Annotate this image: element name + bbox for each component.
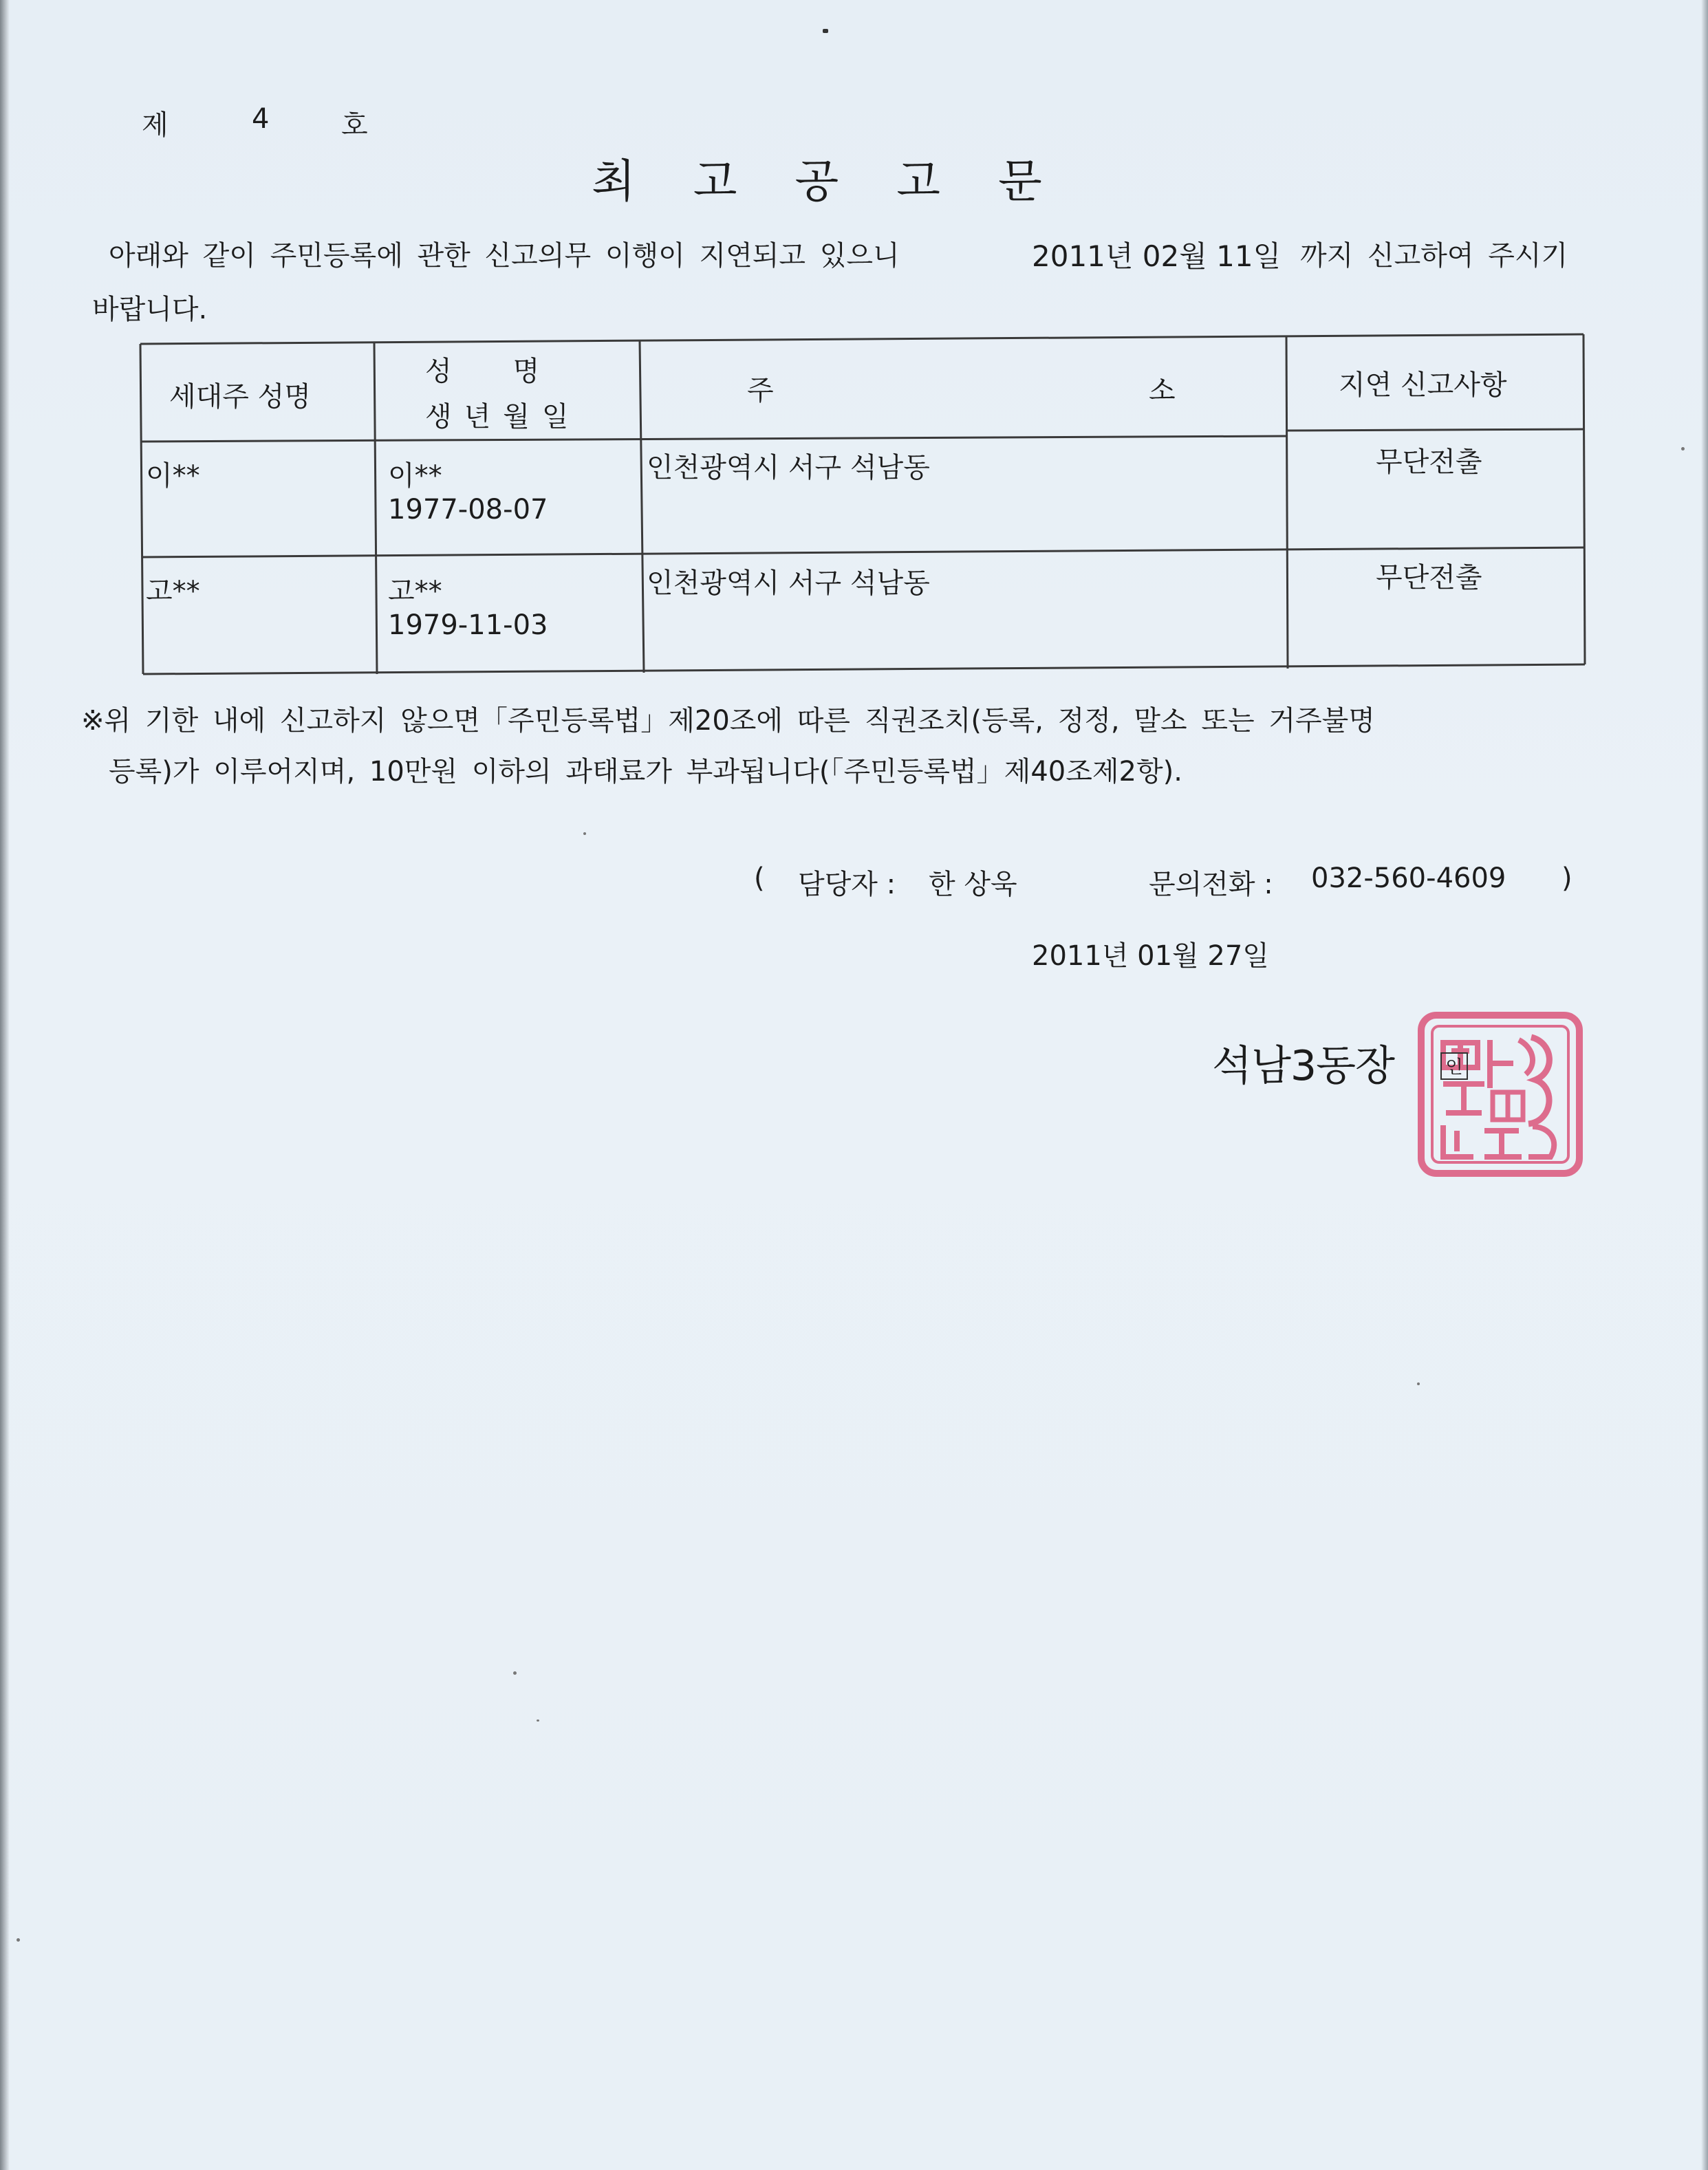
legal-notice-continued: 등록)가 이루어지며, 10만원 이하의 과태료가 부과됩니다(「주민등록법」제40조제2항).	[109, 756, 1182, 788]
header-address-right: 소	[1149, 375, 1176, 406]
row2-address: 인천광역시 서구 석남동	[647, 567, 930, 599]
row2-name: 고**	[388, 576, 442, 607]
intro-text-continued: 바랍니다.	[92, 294, 208, 325]
row1-address: 인천광역시 서구 석남동	[647, 452, 930, 484]
document-number-prefix: 제	[142, 109, 169, 141]
row2-birth: 1979-11-03	[388, 609, 548, 641]
official-seal-stamp	[1416, 1010, 1585, 1179]
header-address-left: 주	[747, 375, 774, 406]
scan-speck	[513, 1671, 517, 1675]
row2-householder: 고**	[146, 576, 200, 607]
contact-person-label: 담당자 :	[798, 869, 896, 900]
scan-speck	[17, 1938, 20, 1942]
deadline-date: 2011년 02월 11일	[1032, 239, 1282, 273]
scan-speck	[1681, 447, 1685, 451]
header-birth: 생년월일	[425, 401, 581, 433]
row1-delayed: 무단전출	[1376, 446, 1482, 478]
header-householder: 세대주 성명	[169, 381, 311, 413]
contact-close-paren: )	[1561, 862, 1572, 894]
scan-speck	[583, 832, 586, 835]
contact-phone: 032-560-4609	[1311, 862, 1506, 894]
scan-speck	[537, 1719, 539, 1722]
intro-text: 아래와 같이 주민등록에 관한 신고의무 이행이 지연되고 있으니	[109, 240, 900, 272]
legal-notice: ※위 기한 내에 신고하지 않으면「주민등록법」제20조에 따른 직권조치(등록, 정정, 말소 또는 거주불명	[81, 705, 1375, 737]
document-title: 최고공고문	[592, 155, 1100, 208]
contact-phone-label: 문의전화 :	[1149, 869, 1273, 900]
issue-date: 2011년 01월 27일	[1032, 940, 1269, 972]
seal-mark: 인	[1440, 1052, 1468, 1080]
issuer-title: 석남3동장	[1212, 1042, 1395, 1090]
row1-name: 이**	[388, 460, 442, 492]
scan-speck	[1417, 1382, 1420, 1385]
header-delayed-report: 지연 신고사항	[1339, 369, 1507, 401]
document-number-value: 4	[252, 103, 270, 135]
row1-birth: 1977-08-07	[388, 494, 548, 525]
contact-open-paren: (	[754, 862, 765, 894]
row1-householder: 이**	[146, 460, 200, 492]
document-number-suffix: 호	[341, 109, 368, 141]
row2-delayed: 무단전출	[1376, 562, 1482, 594]
intro-text-end: 까지 신고하여 주시기	[1300, 240, 1568, 272]
contact-person: 한 상욱	[929, 869, 1017, 900]
header-name: 성 명	[425, 356, 540, 387]
